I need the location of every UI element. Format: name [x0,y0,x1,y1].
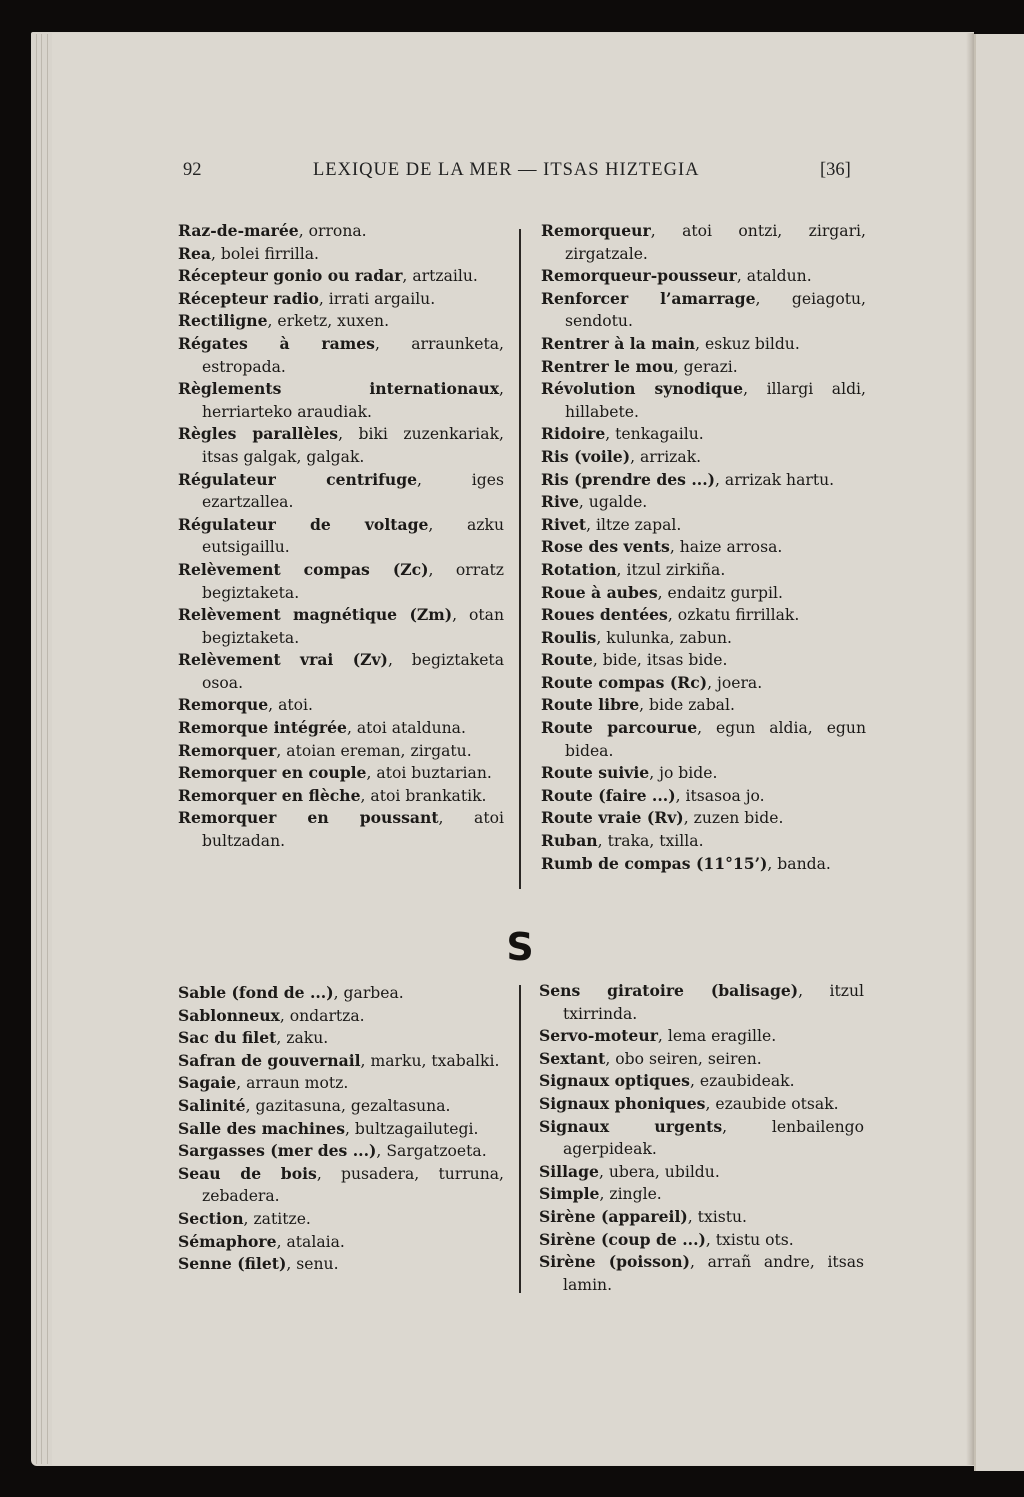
entry-text [541,717,866,762]
entry-text [541,491,866,514]
entry-headword: Rivet [541,514,587,534]
dictionary-entry [178,514,504,559]
entry-translation: , arrañ andre, itsas lamin. [563,1253,864,1294]
entry-translation: , joera. [707,673,763,692]
entry-translation: , pusadera, turruna, zebadera. [202,1164,504,1206]
entry-headword: Remorque intégrée [178,718,347,738]
dictionary-entry [541,491,866,514]
entry-text [541,830,866,853]
page-edge-line [36,34,37,1464]
entry-translation: , arrizak hartu. [715,470,835,489]
entry-text [178,288,504,311]
entry-text [541,785,866,808]
entry-headword: Remorqueur [541,221,651,240]
entry-headword: Sagaie [178,1073,237,1093]
entry-text [539,1161,864,1184]
entry-headword: Route vraie (Rv) [541,808,684,828]
entry-headword: Sirène (poisson) [539,1252,690,1272]
entry-text [541,423,866,446]
dictionary-entry [541,288,866,333]
dictionary-entry [178,265,504,288]
entry-headword: Récepteur gonio ou radar [178,266,403,286]
entry-headword: Régulateur centrifuge [178,469,418,489]
entry-headword: Récepteur radio [178,288,319,308]
entry-translation: , endaitz gurpil. [657,583,783,602]
entry-headword: Seau de bois [178,1163,317,1183]
entry-translation: , atoian ereman, zirgatu. [276,741,472,760]
dictionary-entry [178,1027,504,1050]
dictionary-entry [541,265,866,288]
entry-text [541,582,866,605]
entry-text [539,1070,864,1093]
entry-headword: Roulis [541,627,597,647]
entry-headword: Rea [178,243,211,263]
entry-text [178,243,504,266]
entry-translation: , banda. [767,854,831,873]
entry-translation: , ezaubide otsak. [705,1094,839,1113]
dictionary-entry [541,807,866,830]
entry-text [541,649,866,672]
entry-translation: , ondartza. [279,1006,365,1025]
dictionary-entry [541,378,866,423]
dictionary-entry [539,1093,864,1116]
entry-text [541,356,866,379]
dictionary-entry [178,694,504,717]
entry-translation: , arrizak. [630,447,702,466]
entry-headword: Safran de gouvernail [178,1050,361,1070]
entry-text [178,310,504,333]
entry-translation: , ugalde. [578,493,648,512]
entry-text [541,446,866,469]
entry-headword: Sable (fond de ...) [178,983,334,1002]
dictionary-entry [178,243,504,266]
entry-headword: Route (faire ...) [541,785,676,805]
entry-headword: Signaux optiques [539,1071,690,1091]
entry-translation: , iltze zapal. [586,515,682,534]
entry-headword: Rentrer le mou [541,356,674,376]
entry-translation: , illargi aldi, hillabete. [565,380,867,421]
entry-text [178,740,504,763]
running-title: LEXIQUE DE LA MER — ITSAS HIZTEGIA [313,160,700,180]
dictionary-entry [178,1005,504,1028]
entry-translation: , bultzagailutegi. [345,1119,479,1138]
entry-text [178,1027,504,1050]
entry-text [178,717,504,740]
entry-text [541,333,866,356]
page-number: 92 [183,160,202,180]
entry-translation: , traka, txilla. [597,832,704,851]
entry-text [541,694,866,717]
entry-translation: , zatitze. [243,1209,311,1228]
dictionary-entry [541,762,866,785]
entry-translation: , bide zabal. [639,696,735,715]
entry-translation: , arraun motz. [236,1074,349,1093]
dictionary-entry [541,785,866,808]
entry-translation: , geiagotu, sendotu. [565,289,867,331]
entry-headword: Remorque [178,695,269,715]
entry-text [178,1163,504,1208]
entry-headword: Remorquer en poussant [178,808,439,828]
entry-text [541,853,866,876]
entry-translation: , atalaia. [276,1232,345,1251]
entry-translation: , zingle. [599,1185,662,1204]
entry-text [541,559,866,582]
entry-headword: Salinité [178,1095,246,1115]
entry-translation: , ataldun. [736,267,812,286]
entry-headword: Signaux phoniques [539,1093,706,1113]
entry-translation: , marku, txabalki. [360,1051,500,1070]
entry-translation: , txistu ots. [705,1230,794,1249]
dictionary-entry [539,1116,864,1161]
entry-translation: , senu. [286,1255,339,1274]
dictionary-entry [539,980,864,1025]
entry-headword: Ridoire [541,424,606,444]
entry-text [178,469,504,514]
entry-text [541,604,866,627]
dictionary-entry [178,717,504,740]
entry-text [539,1229,864,1252]
entry-translation: , atoi brankatik. [360,786,487,805]
entry-headword: Roue à aubes [541,582,658,602]
entry-text [541,265,866,288]
entry-text [178,378,504,423]
entry-text [541,288,866,333]
running-header [0,160,1024,186]
entry-translation: , begiztaketa osoa. [202,651,504,692]
entry-translation: , itzul zirkiña. [616,560,726,579]
entry-headword: Sargasses (mer des ...) [178,1141,377,1161]
entry-headword: Senne (filet) [178,1254,287,1274]
entry-headword: Route suivie [541,763,650,783]
entry-translation: , atoi buztarian. [366,764,492,783]
entry-text [178,1118,504,1141]
entry-headword: Relèvement compas (Zc) [178,559,429,579]
dictionary-entry [541,356,866,379]
entry-headword: Ruban [541,831,598,851]
dictionary-entry [541,536,866,559]
entry-text [178,1095,504,1118]
dictionary-entry [539,1025,864,1048]
entry-text [178,649,504,694]
entry-text [541,469,866,492]
entry-text [178,265,504,288]
entry-text [178,559,504,604]
entry-headword: Route [541,650,593,670]
s-left-column [178,982,504,1276]
dictionary-entry [178,982,504,1005]
dictionary-entry [178,423,504,468]
entry-text [541,536,866,559]
entry-translation: , eskuz bildu. [695,334,800,353]
entry-translation: , lema eragille. [657,1027,777,1046]
dictionary-entry [539,1183,864,1206]
entry-text [539,1116,864,1161]
entry-text [178,1253,504,1276]
dictionary-entry [541,220,866,265]
dictionary-entry [178,378,504,423]
entry-text [541,220,866,265]
entry-text [539,1025,864,1048]
column-divider [519,985,521,1293]
entry-text [541,378,866,423]
entry-translation: , itsasoa jo. [675,786,765,805]
entry-headword: Rive [541,492,579,512]
dictionary-entry [541,853,866,876]
gutter-shadow [966,33,974,1465]
entry-translation: , egun aldia, egun bidea. [565,719,866,760]
dictionary-entry [178,740,504,763]
entry-translation: , jo bide. [649,764,718,783]
entry-translation: , herriarteko araudiak. [202,380,504,421]
entry-headword: Sirène (coup de ...) [539,1229,706,1249]
entry-headword: Remorqueur-pousseur [541,266,737,286]
dictionary-entry [178,1095,504,1118]
entry-translation: , lenbailengo agerpideak. [563,1117,864,1159]
entry-translation: , zaku. [276,1029,329,1048]
entry-translation: , tenkagailu. [605,425,704,444]
dictionary-entry [541,830,866,853]
entry-translation: , bide, itsas bide. [592,651,728,670]
dictionary-entry [541,559,866,582]
entry-translation: , zuzen bide. [683,809,784,828]
entry-headword: Sac du filet [178,1028,277,1048]
entry-text [539,1183,864,1206]
entry-headword: Régulateur de voltage [178,514,429,534]
entry-text [178,423,504,468]
entry-text [541,627,866,650]
entry-translation: , arraunketa, estropada. [202,334,504,376]
entry-text [541,672,866,695]
next-page-edge [974,34,1024,1471]
entry-text [178,807,504,852]
entry-headword: Sens giratoire (balisage) [539,981,799,1000]
entry-headword: Roues dentées [541,605,668,625]
entry-text [178,785,504,808]
entry-headword: Rectiligne [178,311,268,331]
entry-translation: , kulunka, zabun. [596,628,733,647]
entry-text [539,1251,864,1296]
entry-headword: Ris (voile) [541,446,631,466]
dictionary-entry [178,1118,504,1141]
dictionary-entry [541,604,866,627]
entry-translation: , azku eutsigaillu. [202,515,504,557]
entry-translation: , garbea. [333,984,404,1002]
entry-headword: Route compas (Rc) [541,672,708,692]
dictionary-entry [539,1251,864,1296]
entry-translation: , erketz, xuxen. [267,312,390,331]
entry-headword: Remorquer en flèche [178,785,361,805]
dictionary-entry [178,762,504,785]
entry-headword: Révolution synodique [541,379,744,399]
column-divider [519,229,521,889]
entry-translation: , ubera, ubildu. [598,1162,720,1181]
entry-headword: Rotation [541,559,617,579]
dictionary-entry [178,1253,504,1276]
entry-translation: , Sargatzoeta. [376,1142,487,1161]
entry-text [541,807,866,830]
entry-text [539,980,864,1025]
entry-headword: Relèvement vrai (Zv) [178,650,388,670]
entry-text [178,694,504,717]
dictionary-entry [178,1072,504,1095]
dictionary-entry [541,514,866,537]
page-edge-line [41,34,42,1464]
entry-headword: Rumb de compas (11°15’) [541,853,768,873]
dictionary-entry [178,220,504,243]
page-edge-line [47,34,48,1464]
entry-headword: Simple [539,1184,600,1204]
entry-text [541,514,866,537]
entry-headword: Servo-moteur [539,1026,658,1046]
dictionary-entry [178,333,504,378]
entry-headword: Règlements internationaux [178,379,500,399]
entry-text [541,762,866,785]
entry-text [539,1048,864,1071]
entry-headword: Section [178,1208,244,1228]
dictionary-entry [541,582,866,605]
entry-translation: , atoi. [268,696,313,715]
entry-translation: , haize arrosa. [669,538,783,557]
dictionary-entry [178,559,504,604]
entry-headword: Régates à rames [178,333,375,353]
entry-headword: Règles parallèles [178,424,339,444]
entry-text [178,1140,504,1163]
entry-text [178,1072,504,1095]
entry-text [178,220,504,243]
entry-headword: Rentrer à la main [541,333,696,353]
dictionary-entry [178,604,504,649]
entry-headword: Sextant [539,1048,606,1068]
entry-headword: Ris (prendre des ...) [541,469,716,489]
entry-text [539,1206,864,1229]
entry-translation: , itzul txirrinda. [563,982,864,1023]
entry-headword: Raz-de-marée [178,221,299,240]
dictionary-entry [541,672,866,695]
r-right-column [541,220,866,875]
entry-translation: , otan begiztaketa. [202,606,504,647]
dictionary-entry [541,469,866,492]
entry-text [178,333,504,378]
entry-headword: Relèvement magnétique (Zm) [178,605,453,625]
dictionary-entry [539,1229,864,1252]
dictionary-entry [178,785,504,808]
entry-text [178,604,504,649]
dictionary-entry [178,469,504,514]
entry-translation: , biki zuzenkariak, itsas galgak, galgak. [202,425,504,466]
r-left-column [178,220,504,853]
dictionary-entry [178,1163,504,1208]
dictionary-entry [178,649,504,694]
dictionary-entry [541,649,866,672]
entry-text [539,1093,864,1116]
entry-text [178,514,504,559]
entry-headword: Sirène (appareil) [539,1206,688,1226]
entry-headword: Route libre [541,695,640,715]
dictionary-entry [178,1208,504,1231]
entry-translation: , ozkatu firrillak. [667,606,800,625]
dictionary-entry [178,1140,504,1163]
entry-translation: , iges ezartzallea. [202,470,504,512]
dictionary-entry [178,807,504,852]
dictionary-entry [541,627,866,650]
entry-text [178,1005,504,1028]
entry-translation: , txistu. [687,1207,747,1226]
entry-translation: , orratz begiztaketa. [202,560,504,602]
dictionary-entry [539,1070,864,1093]
entry-headword: Salle des machines [178,1118,345,1138]
entry-translation: , irrati argailu. [318,289,436,308]
entry-headword: Rose des vents [541,537,670,557]
entry-text [178,1231,504,1254]
dictionary-entry [541,694,866,717]
entry-translation: , artzailu. [402,267,478,286]
dictionary-entry [541,717,866,762]
dictionary-entry [541,446,866,469]
entry-translation: , obo seiren, seiren. [605,1049,762,1068]
entry-text [178,1208,504,1231]
dictionary-entry [541,423,866,446]
dictionary-entry [178,288,504,311]
signature-mark: [36] [820,160,851,180]
entry-headword: Sablonneux [178,1005,280,1025]
entry-translation: , ezaubideak. [689,1072,795,1091]
dictionary-entry [539,1048,864,1071]
entry-translation: , bolei firrilla. [211,244,319,263]
entry-headword: Sémaphore [178,1231,277,1251]
dictionary-entry [178,1231,504,1254]
dictionary-entry [539,1206,864,1229]
entry-translation: , gazitasuna, gezaltasuna. [245,1096,451,1115]
entry-translation: , atoi ontzi, zirgari, zirgatzale. [565,222,866,263]
dictionary-entry [178,310,504,333]
dictionary-entry [178,1050,504,1073]
entry-headword: Signaux urgents [539,1116,723,1136]
entry-text [178,1050,504,1073]
entry-translation: , orrona. [298,222,367,240]
entry-headword: Sillage [539,1161,599,1181]
entry-translation: , atoi bultzadan. [202,809,504,851]
entry-headword: Remorquer en couple [178,763,367,783]
s-right-column [539,980,864,1296]
entry-translation: , gerazi. [673,357,738,376]
entry-text [178,982,504,1005]
dictionary-entry [541,333,866,356]
section-letter: S [506,925,534,969]
entry-headword: Renforcer l’amarrage [541,288,756,308]
entry-headword: Route parcourue [541,718,698,738]
dictionary-entry [539,1161,864,1184]
entry-text [178,762,504,785]
entry-translation: , atoi atalduna. [346,719,466,738]
entry-headword: Remorquer [178,740,277,760]
